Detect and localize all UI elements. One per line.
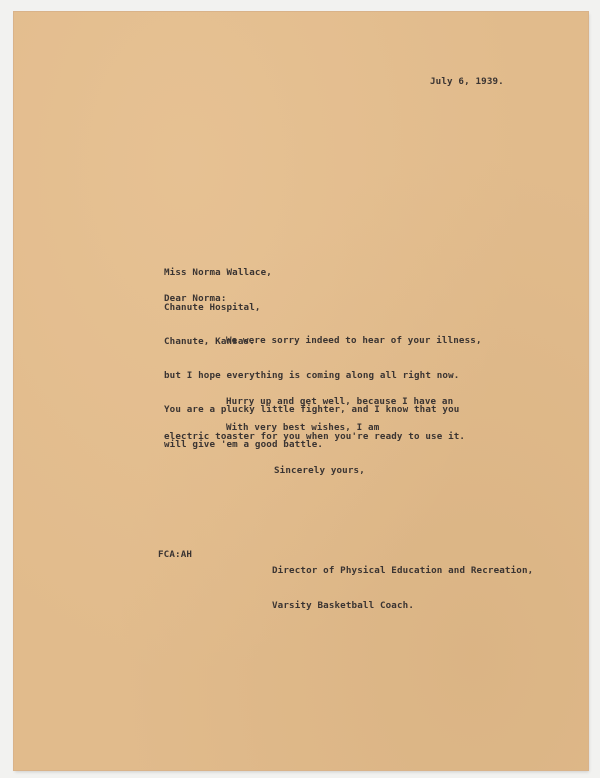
- address-line-name: Miss Norma Wallace,: [164, 267, 272, 278]
- paragraph-line: will give 'em a good battle.: [164, 438, 324, 450]
- paragraph-line: With very best wishes, I am: [226, 422, 380, 433]
- paragraph-line: You are a plucky little fighter, and I know that you: [164, 404, 460, 415]
- paragraph-line: but I hope everything is coming along all right now.: [164, 369, 460, 381]
- body-paragraph-3: [164, 399, 379, 457]
- address-line-city: Chanute, Kansas.: [164, 336, 255, 347]
- address-line-institution: Chanute Hospital,: [164, 301, 261, 313]
- reference-initials: FCA:AH: [158, 549, 193, 560]
- paragraph-line: We were sorry indeed to hear of your illness,: [226, 335, 482, 346]
- letter-date: July 6, 1939.: [430, 76, 504, 87]
- signature-title-line: Director of Physical Education and Recreation,: [272, 565, 534, 576]
- letter-page: [14, 12, 588, 770]
- paragraph-line: electric toaster for you when you're ready to use it.: [164, 430, 466, 442]
- complimentary-closing: Sincerely yours,: [274, 465, 365, 476]
- signature-block: [272, 542, 533, 634]
- signature-title-line: Varsity Basketball Coach.: [272, 599, 415, 611]
- salutation: Dear Norma:: [164, 293, 227, 304]
- paragraph-line: Hurry up and get well, because I have an: [226, 396, 454, 407]
